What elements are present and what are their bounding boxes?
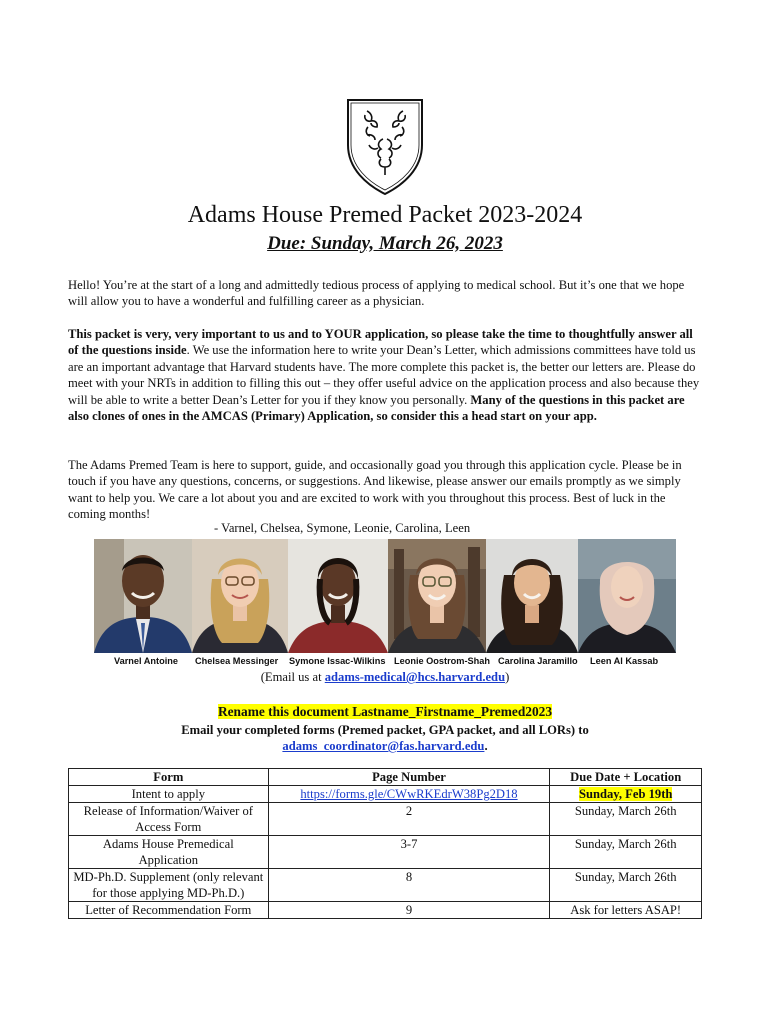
page-cell: 3-7 [268, 836, 550, 869]
team-name: Carolina Jaramillo [498, 656, 578, 666]
due-cell: Sunday, March 26th [550, 869, 702, 902]
team-photo-symone [288, 539, 388, 653]
table-row [69, 786, 702, 803]
period: . [484, 739, 488, 753]
due-cell: Ask for letters ASAP! [550, 902, 702, 919]
team-name: Varnel Antoine [114, 656, 178, 666]
amcas-bold-text: Many of the questions in this packet are also clones of ones in the AMCAS (Primary) Application, so consider this a head start on your app. [68, 392, 685, 424]
due-cell: Sunday, March 26th [550, 836, 702, 869]
due-date-heading: Due: Sunday, March 26, 2023 [267, 233, 503, 254]
importance-paragraph [68, 326, 704, 424]
form-cell: Release of Information/Waiver of Access Form [69, 803, 269, 836]
forms-table [68, 768, 702, 919]
team-name: Leen Al Kassab [590, 656, 659, 666]
header-page-number: Page Number [268, 769, 550, 786]
due-cell: Sunday, March 26th [550, 803, 702, 836]
team-photo-carolina [486, 539, 578, 653]
team-name: Leonie Oostrom-Shah [394, 656, 490, 666]
form-cell: Intent to apply [69, 786, 269, 803]
table-row [69, 869, 702, 902]
rename-instruction [0, 704, 770, 720]
rename-instruction-text: Rename this document Lastname_Firstname_Premed2023 [217, 704, 553, 719]
support-paragraph: The Adams Premed Team is here to support, guide, and occasionally goad you through this application cycle. Please be in touch if you have any questions, concerns, or suggestions. And likewise, please answer our emails promptly as we simply want to help you. We care a lot about you and are excited to work with you throughout this process. Best of luck in the coming months! [68, 458, 682, 522]
team-name: Symone Issac-Wilkins [289, 656, 386, 666]
page-cell [268, 786, 550, 803]
contact-suffix: ) [505, 670, 510, 684]
contact-prefix: (Email us at [260, 670, 325, 684]
form-cell: Letter of Recommendation Form [69, 902, 269, 919]
table-row [69, 803, 702, 836]
page-cell: 9 [268, 902, 550, 919]
contact-email-line [0, 670, 770, 685]
table-row [69, 902, 702, 919]
importance-text: . We use the information here to write your Dean’s Letter, which admissions committees have told us are an important advantage that Harvard students have. The more complete this packet is, the better our letters are. Please do meet with your NRTs in addition to filling this out – they offer useful advice on the application process and also because they will be able to write a better Dean’s Letter for you if they know you personally. [68, 343, 700, 407]
due-cell [550, 786, 702, 803]
form-cell: Adams House Premedical Application [69, 836, 269, 869]
team-photo-chelsea [192, 539, 288, 653]
importance-bold-text: This packet is very, very important to us and to YOUR application, so please take the time to thoughtfully answer all of the questions inside [68, 327, 693, 358]
coordinator-email-link[interactable]: adams_coordinator@fas.harvard.edu [282, 739, 485, 753]
due-highlight: Sunday, Feb 19th [578, 787, 673, 801]
form-cell: MD-Ph.D. Supplement (only relevant for those applying MD-Ph.D.) [69, 869, 269, 902]
page-cell: 8 [268, 869, 550, 902]
adams-medical-email-link[interactable]: adams-medical@hcs.harvard.edu [324, 670, 506, 684]
team-photo-strip [94, 539, 676, 653]
team-signature: - Varnel, Chelsea, Symone, Leonie, Carolina, Leen [214, 521, 471, 535]
page-cell: 2 [268, 803, 550, 836]
intro-paragraph: Hello! You’re at the start of a long and admittedly tedious process of applying to medical school. But it’s one that we hope will allow you to have a wonderful and fulfilling career as a physician. [68, 278, 685, 309]
team-names-row [94, 656, 676, 670]
header-form: Form [69, 769, 269, 786]
harvard-crest-shield-icon [345, 97, 425, 197]
team-name: Chelsea Messinger [195, 656, 279, 666]
table-header-row [69, 769, 702, 786]
team-photo-varnel [94, 539, 192, 653]
email-forms-text: Email your completed forms (Premed packet, GPA packet, and all LORs) to [181, 723, 589, 737]
intent-form-link[interactable]: https://forms.gle/CWwRKEdrW38Pg2D18 [300, 787, 518, 801]
table-row [69, 836, 702, 869]
page-title: Adams House Premed Packet 2023-2024 [187, 202, 583, 228]
team-photo-leen [578, 539, 676, 653]
email-forms-instruction [0, 722, 770, 754]
team-photo-leonie [388, 539, 486, 653]
header-due-date: Due Date + Location [550, 769, 702, 786]
